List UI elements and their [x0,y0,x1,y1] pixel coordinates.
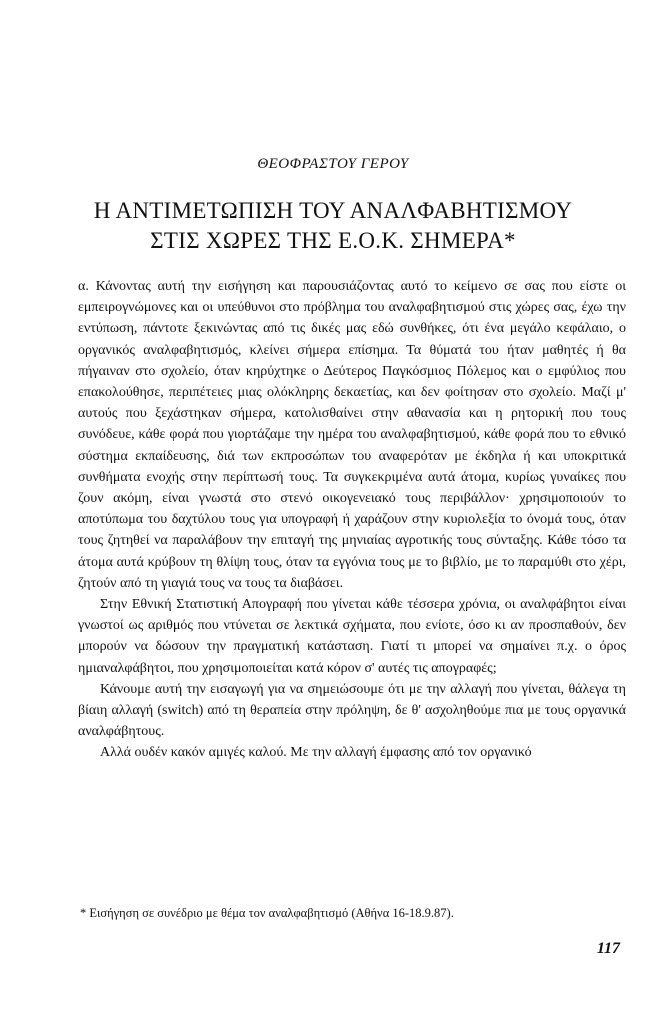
body-paragraph-4: Αλλά ουδέν κακόν αμιγές καλού. Με την αλλαγή έμφασης από τον οργανικό [100,745,532,761]
article-title-line-1: Η ΑΝΤΙΜΕΤΩΠΙΣΗ ΤΟΥ ΑΝΑΛΦΑΒΗΤΙΣΜΟΥ [93,198,573,223]
article-title [40,196,626,256]
body-paragraph-2: Στην Εθνική Στατιστική Απογραφή που γίνεται κάθε τέσσερα χρόνια, οι αναλφάβητοι είναι γνωστοί ως αριθμός που ντύνεται σε λεκτικά σχήματα, που ενίοτε, όσο κι αν προσπαθούν, δεν μπορούν να δώσουν την πραγματική κατάσταση. Γιατί τι μπορεί να σημαίνει π.χ. ο όρος ημιαναλφάβητοι, που χρησιμοποιείται κατά κόρον σ' αυτές τις απογραφές; [78,597,626,676]
author-name: ΘΕΟΦΡΑΣΤΟΥ ΓΕΡΟΥ [257,156,409,172]
body-paragraph-3: Κάνουμε αυτή την εισαγωγή για να σημειώσουμε ότι με την αλλαγή που γίνεται, θάλεγα τη βίαιη αλλαγή (switch) από τη θεραπεία στην πρόληψη, δε θ' ασχοληθούμε πια με τους οργανικά αναλφάβητους. [78,681,626,740]
page-number: 117 [596,940,620,957]
footnote: * Εισήγηση σε συνέδριο με θέμα τον αναλφαβητισμό (Αθήνα 16-18.9.87). [80,906,454,920]
body-paragraph-1: α. Κάνοντας αυτή την εισήγηση και παρουσιάζοντας αυτό το κείμενο σε σας που είστε οι εμπειρογνώμονες και οι υπεύθυνοι στο πρόβλημα του αναλφαβητισμού στις χώρες σας, έχω την εντύπωση, πάντοτε ξεκινώντας από τις δικές μας εδώ συνθήκες, ότι ένα μεγάλο κεφάλαιο, ο οργανικός αναλφαβητισμός, κλείνει σήμερα επίσημα. Τα θύματά του ήταν μαθητές ή θα πήγαιναν στο σχολείο, όταν κηρύχτηκε ο Δεύτερος Παγκόσμιος Πόλεμος και ο εμφύλιος που επακολούθησε, περιπέτειες μιας ολόκληρης δεκαετίας, και δεν φοίτησαν στο σχολείο. Μαζί μ' αυτούς που ξεχάστηκαν σήμερα, κατολισθαίνει στην αθανασία και η ρητορική που τους συνόδευε, κάθε φορά που γιορτάζαμε την ημέρα του αναλφαβητισμού, κάθε φορά που το εθνικό σύστημα εκπαίδευσης, διά των εκπροσώπων του αναφερόταν με έκδηλα ή και υποκριτικά συνθήματα ενοχής στην περίπτωσή τους. Τα συγκεκριμένα αυτά άτομα, κυρίως γυναίκες που ζουν ακόμη, είναι γνωστά στο στενό οικογενειακό τους περιβάλλον· χρησιμοποιούν το αποτύπωμα του δαχτύλου τους για υπογραφή ή χαράζουν στην κυριολεξία το όνομά τους, όταν τους ζητηθεί να παραλάβουν την επιταγή της μηνιαίας αγροτικής τους σύνταξης. Κάθε τόσο τα άτομα αυτά κρύβουν τη θλίψη τους, όταν τα εγγόνια τους με το βιβλίο, με το παραμύθι στο χέρι, ζητούν από τη γιαγιά τους να τους τα διαβάσει. [78,279,626,591]
article-body [78,276,626,764]
article-title-line-2: ΣΤΙΣ ΧΩΡΕΣ ΤΗΣ Ε.Ο.Κ. ΣΗΜΕΡΑ* [150,228,516,253]
